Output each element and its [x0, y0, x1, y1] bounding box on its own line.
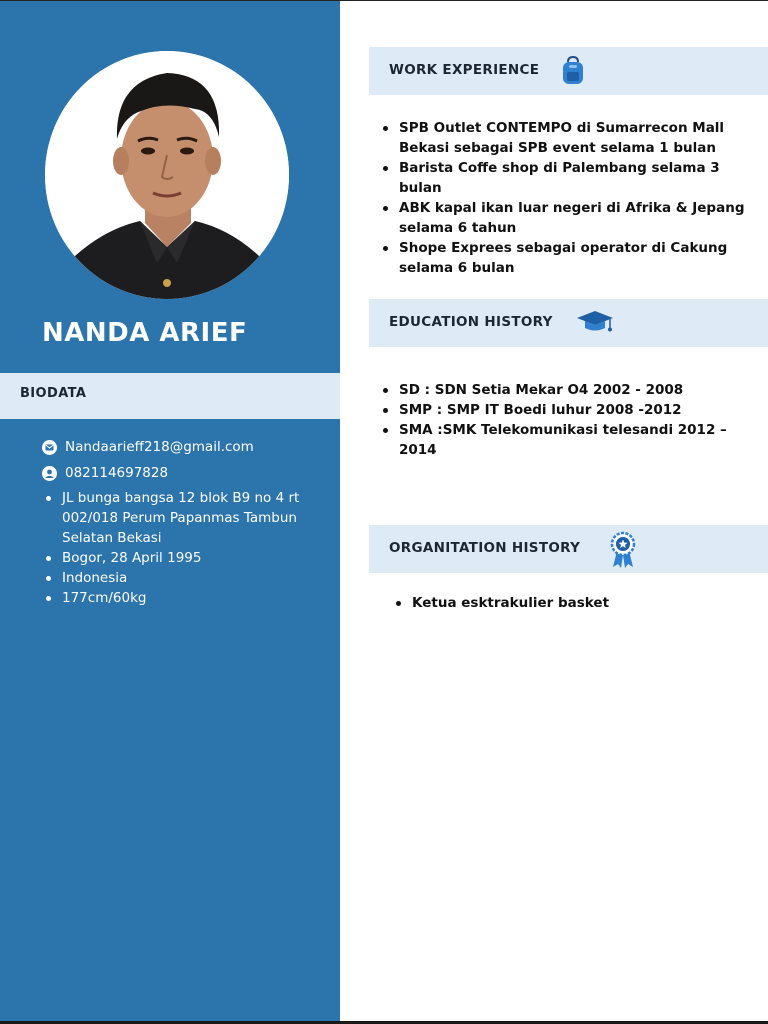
- organization-history-heading: ORGANITATION HISTORY: [389, 540, 581, 556]
- education-history-list: [382, 380, 752, 460]
- work-experience-heading: WORK EXPERIENCE: [389, 62, 540, 78]
- list-item: SMP : SMP IT Boedi luhur 2008 -2012: [382, 400, 752, 420]
- list-item: Bogor, 28 April 1995: [44, 548, 329, 568]
- organization-history-header: [369, 525, 768, 573]
- email-row: [42, 439, 254, 455]
- list-item: SD : SDN Setia Mekar O4 2002 - 2008: [382, 380, 752, 400]
- work-experience-header: [369, 47, 768, 95]
- organization-history-list: [395, 593, 750, 613]
- graduation-cap-icon: [575, 310, 615, 338]
- email-value: Nandaarieff218@gmail.com: [65, 439, 254, 455]
- biodata-list: [44, 488, 329, 608]
- phone-value: 082114697828: [65, 465, 169, 481]
- sidebar: [0, 1, 340, 1022]
- envelope-icon: [42, 440, 57, 455]
- backpack-icon: [560, 56, 586, 90]
- list-item: JL bunga bangsa 12 blok B9 no 4 rt 002/018 Perum Papanmas Tambun Selatan Bekasi: [44, 488, 329, 548]
- work-experience-list: [382, 118, 752, 278]
- list-item: SPB Outlet CONTEMPO di Sumarrecon Mall Bekasi sebagai SPB event selama 1 bulan: [382, 118, 752, 158]
- biodata-header: [0, 373, 340, 419]
- list-item: SMA :SMK Telekomunikasi telesandi 2012 – 2014: [382, 420, 752, 460]
- list-item: Barista Coffe shop di Palembang selama 3 bulan: [382, 158, 752, 198]
- list-item: Ketua esktrakulier basket: [395, 593, 750, 613]
- person-portrait-icon: [45, 51, 289, 299]
- list-item: ABK kapal ikan luar negeri di Afrika & Jepang selama 6 tahun: [382, 198, 752, 238]
- person-name: NANDA ARIEF: [42, 318, 248, 348]
- biodata-heading: BIODATA: [20, 386, 87, 401]
- phone-row: [42, 465, 168, 481]
- list-item: Indonesia: [44, 568, 329, 588]
- education-history-header: [369, 299, 768, 347]
- education-history-heading: EDUCATION HISTORY: [389, 314, 553, 330]
- award-ribbon-icon: [610, 531, 636, 573]
- profile-photo: [45, 51, 289, 299]
- list-item: Shope Exprees sebagai operator di Cakung selama 6 bulan: [382, 238, 752, 278]
- list-item: 177cm/60kg: [44, 588, 329, 608]
- user-circle-icon: [42, 466, 57, 481]
